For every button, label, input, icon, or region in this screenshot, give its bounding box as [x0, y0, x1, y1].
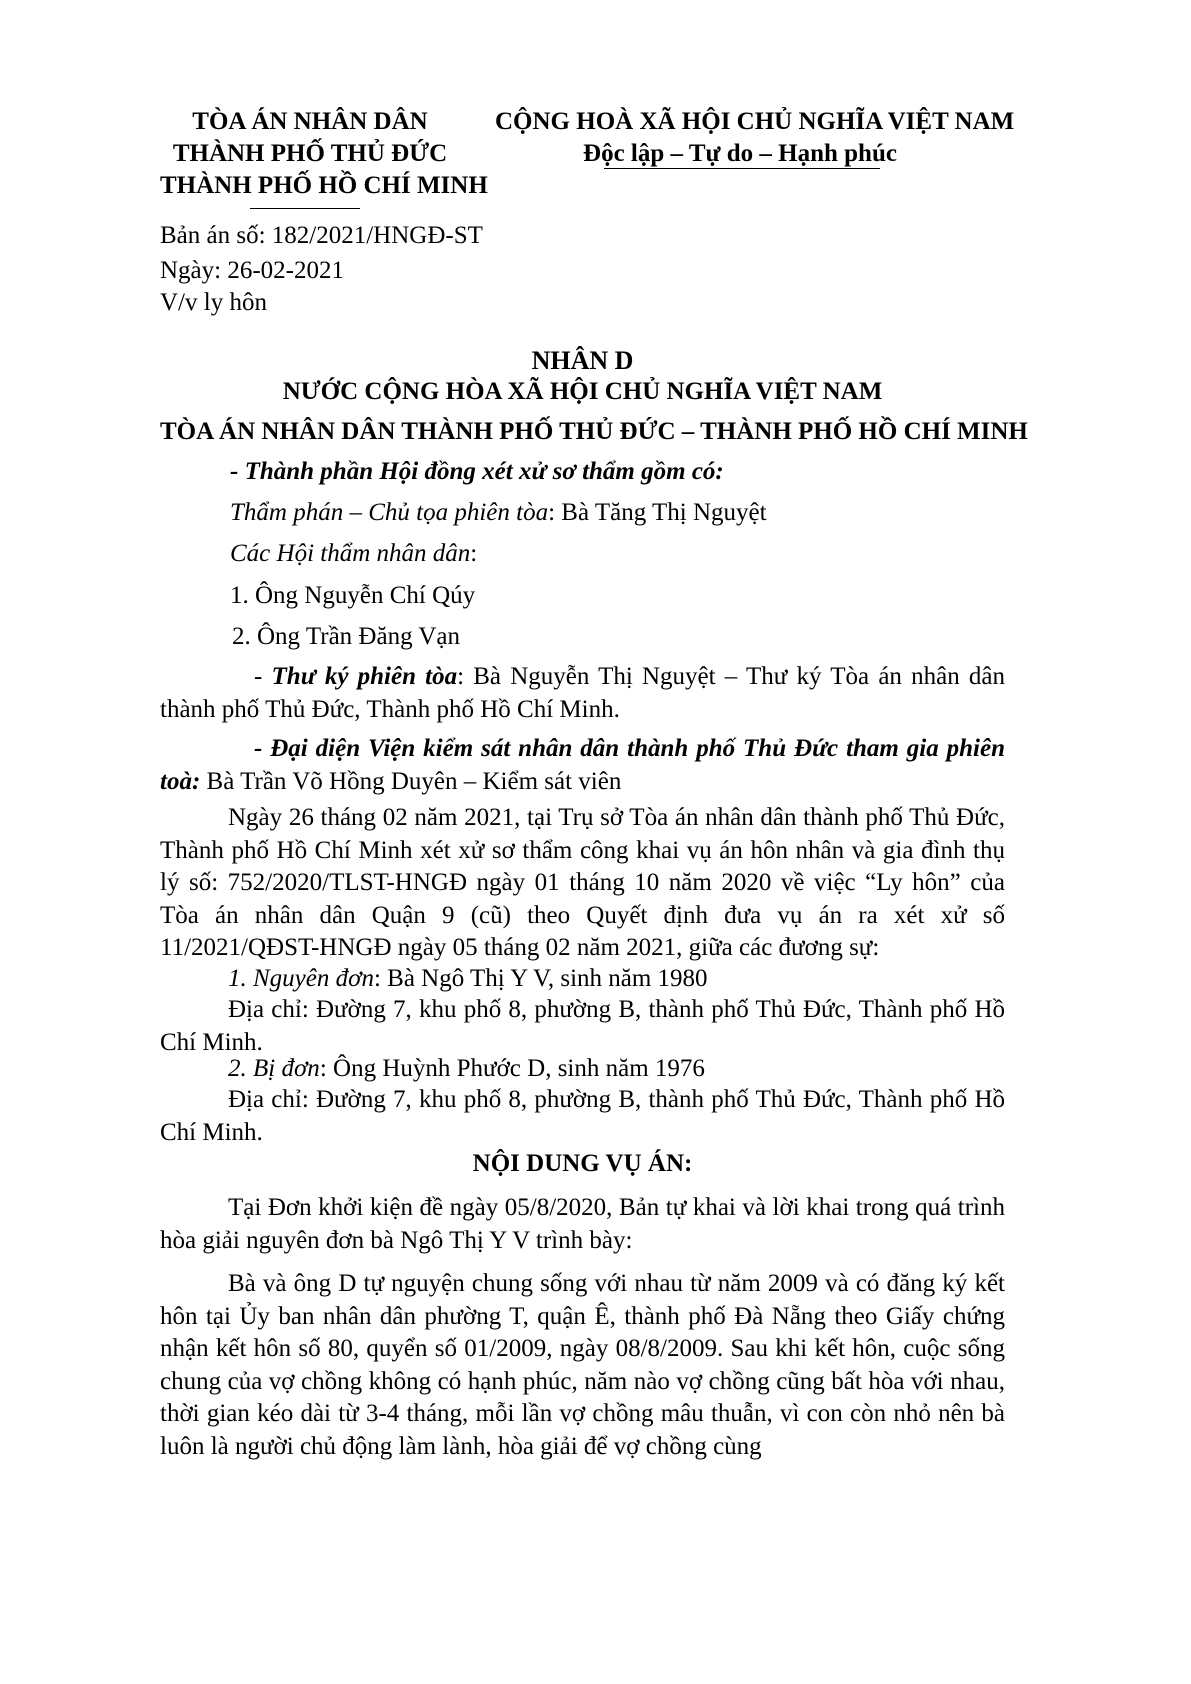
procurator-text: Bà Trần Võ Hồng Duyên – Kiểm sát viên [200, 767, 622, 795]
panel-heading: - Thành phần Hội đồng xét xử sơ thẩm gồm có: [230, 458, 724, 485]
plaintiff-address [160, 994, 1005, 1059]
intro-paragraph [160, 802, 1005, 965]
court-line-2: THÀNH PHỐ THỦ ĐỨC [172, 140, 448, 167]
procurator-paragraph [160, 733, 1005, 798]
judge-label: Thẩm phán – Chủ tọa phiên tòa [230, 499, 549, 526]
court-line-3: THÀNH PHỐ HỒ CHÍ MINH [160, 172, 488, 199]
defendant-label: 2. Bị đơn [228, 1055, 320, 1082]
country-header [495, 106, 1015, 170]
content-heading: NỘI DUNG VỤ ÁN: [472, 1150, 693, 1177]
motto: Độc lập – Tự do – Hạnh phúc [583, 140, 897, 167]
defendant-address-text: Địa chỉ: Đường 7, khu phố 8, phường B, thành phố Thủ Đức, Thành phố Hồ Chí Minh. [160, 1086, 1005, 1146]
court-header [160, 106, 488, 202]
plaintiff-address-text: Địa chỉ: Đường 7, khu phố 8, phường B, thành phố Thủ Đức, Thành phố Hồ Chí Minh. [160, 996, 1005, 1056]
defendant-text: : Ông Huỳnh Phước D, sinh năm 1976 [319, 1055, 705, 1082]
content-paragraph-2-text: Bà và ông D tự nguyện chung sống với nhau từ năm 2009 và có đăng ký kết hôn tại Ủy ban nhân dân phường T, quận Ê, thành phố Đà Nẵng theo Giấy chứng nhận kết hôn số 80, quyển số 01/2009, ngày 08/8/2009. Sau khi kết hôn, cuộc sống chung của vợ chồng không có hạnh phúc, năm nào vợ chồng cũng bất hòa với nhau, thời gian kéo dài từ 3-4 tháng, mỗi lần vợ chồng mâu thuẫn, vì con còn nhỏ nên bà luôn là người chủ động làm lành, hòa giải để vợ chồng cùng [160, 1270, 1005, 1460]
document-subtitle-2: TÒA ÁN NHÂN DÂN THÀNH PHỐ THỦ ĐỨC – THÀNH PHỐ HỒ CHÍ MINH [160, 418, 1028, 445]
assessors-colon: : [470, 540, 478, 567]
document-subtitle-1: NƯỚC CỘNG HÒA XÃ HỘI CHỦ NGHĨA VIỆT NAM [282, 378, 883, 405]
court-line-1: TÒA ÁN NHÂN DÂN [192, 108, 428, 135]
case-date: Ngày: 26-02-2021 [160, 257, 344, 284]
assessors-line [230, 538, 477, 570]
content-paragraph-2 [160, 1268, 1005, 1463]
content-paragraph-1-text: Tại Đơn khởi kiện đề ngày 05/8/2020, Bản tự khai và lời khai trong quá trình hòa giải nguyên đơn bà Ngô Thị Y V trình bày: [160, 1194, 1005, 1254]
court-underline [250, 208, 360, 209]
clerk-dash: - [254, 663, 272, 690]
document-title: NHÂN D [531, 346, 634, 375]
judge-name: : Bà Tăng Thị Nguyệt [548, 499, 767, 526]
plaintiff-label: 1. Nguyên đơn [228, 965, 374, 992]
plaintiff-line [228, 963, 708, 995]
intro-text: Ngày 26 tháng 02 năm 2021, tại Trụ sở Tòa án nhân dân thành phố Thủ Đức, Thành phố Hồ Chí Minh xét xử sơ thẩm công khai vụ án hôn nhân và gia đình thụ lý số: 752/2020/TLST-HNGĐ ngày 01 tháng 10 năm 2020 về việc “Ly hôn” của Tòa án nhân dân Quận 9 (cũ) theo Quyết định đưa vụ án ra xét xử số 11/2021/QĐST-HNGĐ ngày 05 tháng 02 năm 2021, giữa các đương sự: [160, 804, 1005, 961]
motto-underline [604, 168, 880, 169]
case-number: Bản án số: 182/2021/HNGĐ-ST [160, 222, 483, 249]
clerk-paragraph [160, 661, 1005, 726]
case-subject: V/v ly hôn [160, 289, 267, 316]
plaintiff-text: : Bà Ngô Thị Y V, sinh năm 1980 [373, 965, 708, 992]
clerk-label: Thư ký phiên tòa [271, 663, 458, 690]
defendant-address [160, 1084, 1005, 1149]
assessors-label: Các Hội thẩm nhân dân [230, 540, 471, 567]
country-name: CỘNG HOÀ XÃ HỘI CHỦ NGHĨA VIỆT NAM [495, 108, 1015, 135]
procurator-label: - Đại diện Viện kiểm sát nhân dân thành phố Thủ Đức tham gia phiên toà: [160, 735, 1005, 795]
content-paragraph-1 [160, 1192, 1005, 1257]
judge-line [230, 497, 767, 529]
assessor-1: 1. Ông Nguyễn Chí Qúy [230, 582, 476, 609]
defendant-line [228, 1053, 705, 1085]
assessor-2: 2. Ông Trần Đăng Vạn [232, 623, 461, 650]
clerk-text: : Bà Nguyễn Thị Nguyệt – Thư ký Tòa án nhân dân thành phố Thủ Đức, Thành phố Hồ Chí Minh. [160, 663, 1005, 723]
